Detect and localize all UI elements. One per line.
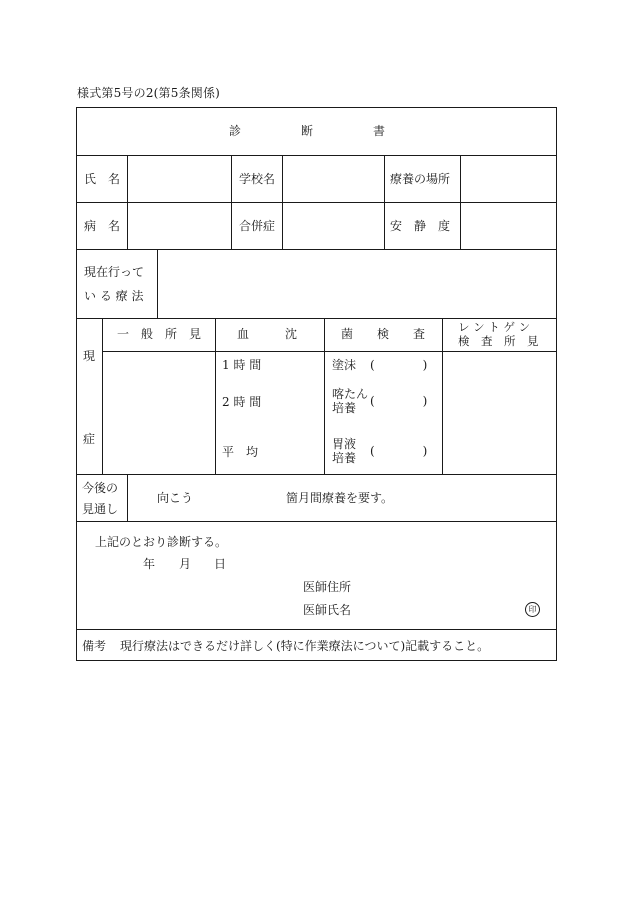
- symptoms-label-bottom: 症: [83, 432, 96, 446]
- smear-label: 塗沫: [332, 358, 357, 372]
- symptoms-label-top: 現: [83, 349, 96, 363]
- rest-level-label: 安 静 度: [390, 219, 451, 233]
- name-label: 氏 名: [84, 172, 121, 186]
- doctor-name-input[interactable]: [356, 599, 516, 619]
- xray-header-line1: レ ン ト ゲ ン: [458, 320, 531, 334]
- doctor-name-label: 医師氏名: [303, 603, 352, 617]
- current-therapy-input[interactable]: [162, 255, 550, 313]
- medical-certificate-form: [76, 107, 557, 661]
- general-findings-input[interactable]: [106, 355, 212, 470]
- doctor-address-input[interactable]: [356, 576, 536, 596]
- rest-level-input[interactable]: [464, 209, 552, 243]
- form-title: 診 断 書: [229, 124, 386, 138]
- remarks-text: 現行療法はできるだけ詳しく(特に作業療法について)記載すること。: [120, 639, 490, 653]
- name-input[interactable]: [131, 162, 227, 196]
- outlook-suffix: 箇月間療養を要す。: [286, 491, 394, 505]
- outlook-prefix: 向こう: [157, 491, 194, 505]
- sedimentation-2h-label: 2 時 間: [222, 395, 262, 409]
- sedimentation-2h-input[interactable]: [268, 392, 320, 412]
- xray-header-line2: 検 査 所 見: [458, 334, 539, 348]
- form-number-label: 様式第5号の2(第5条関係): [77, 86, 221, 100]
- care-months-input[interactable]: [198, 487, 278, 507]
- doctor-address-label: 医師住所: [303, 580, 352, 594]
- complication-input[interactable]: [286, 209, 380, 243]
- seal-mark: 印: [525, 602, 540, 617]
- smear-result-field[interactable]: ( ): [370, 358, 428, 372]
- sedimentation-1h-input[interactable]: [268, 355, 320, 375]
- date-year-label: 年: [143, 557, 156, 571]
- gastric-culture-result-field[interactable]: ( ): [370, 444, 428, 458]
- sedimentation-average-label: 平 均: [222, 445, 259, 459]
- gastric-label-line2: 培養: [332, 451, 357, 465]
- date-month-label: 月: [179, 557, 192, 571]
- outlook-label-line1: 今後の: [82, 481, 119, 495]
- sputum-culture-result-field[interactable]: ( ): [370, 394, 428, 408]
- remarks-label: 備考: [82, 639, 107, 653]
- xray-findings-input[interactable]: [446, 355, 553, 470]
- school-label: 学校名: [239, 172, 276, 186]
- sedimentation-1h-label: 1 時 間: [222, 358, 262, 372]
- sputum-label-line2: 培養: [332, 401, 357, 415]
- gastric-label-line1: 胃液: [332, 437, 357, 451]
- certification-statement: 上記のとおり診断する。: [95, 535, 228, 549]
- general-findings-header: 一 般 所 見: [117, 327, 202, 341]
- disease-label: 病 名: [84, 219, 121, 233]
- sedimentation-header: 血 沈: [237, 327, 298, 341]
- school-input[interactable]: [286, 162, 380, 196]
- outlook-label-line2: 見通し: [82, 502, 119, 516]
- sedimentation-average-input[interactable]: [268, 442, 320, 462]
- current-therapy-label-line1: 現在行って: [84, 265, 145, 279]
- current-therapy-label-line2: い る 療 法: [84, 289, 144, 303]
- care-place-label: 療養の場所: [390, 172, 451, 186]
- disease-input[interactable]: [131, 209, 227, 243]
- care-place-input[interactable]: [464, 162, 552, 196]
- bacteria-test-header: 菌 検 査: [341, 327, 426, 341]
- complication-label: 合併症: [239, 219, 276, 233]
- sputum-label-line1: 喀たん: [332, 387, 369, 401]
- date-day-label: 日: [214, 557, 227, 571]
